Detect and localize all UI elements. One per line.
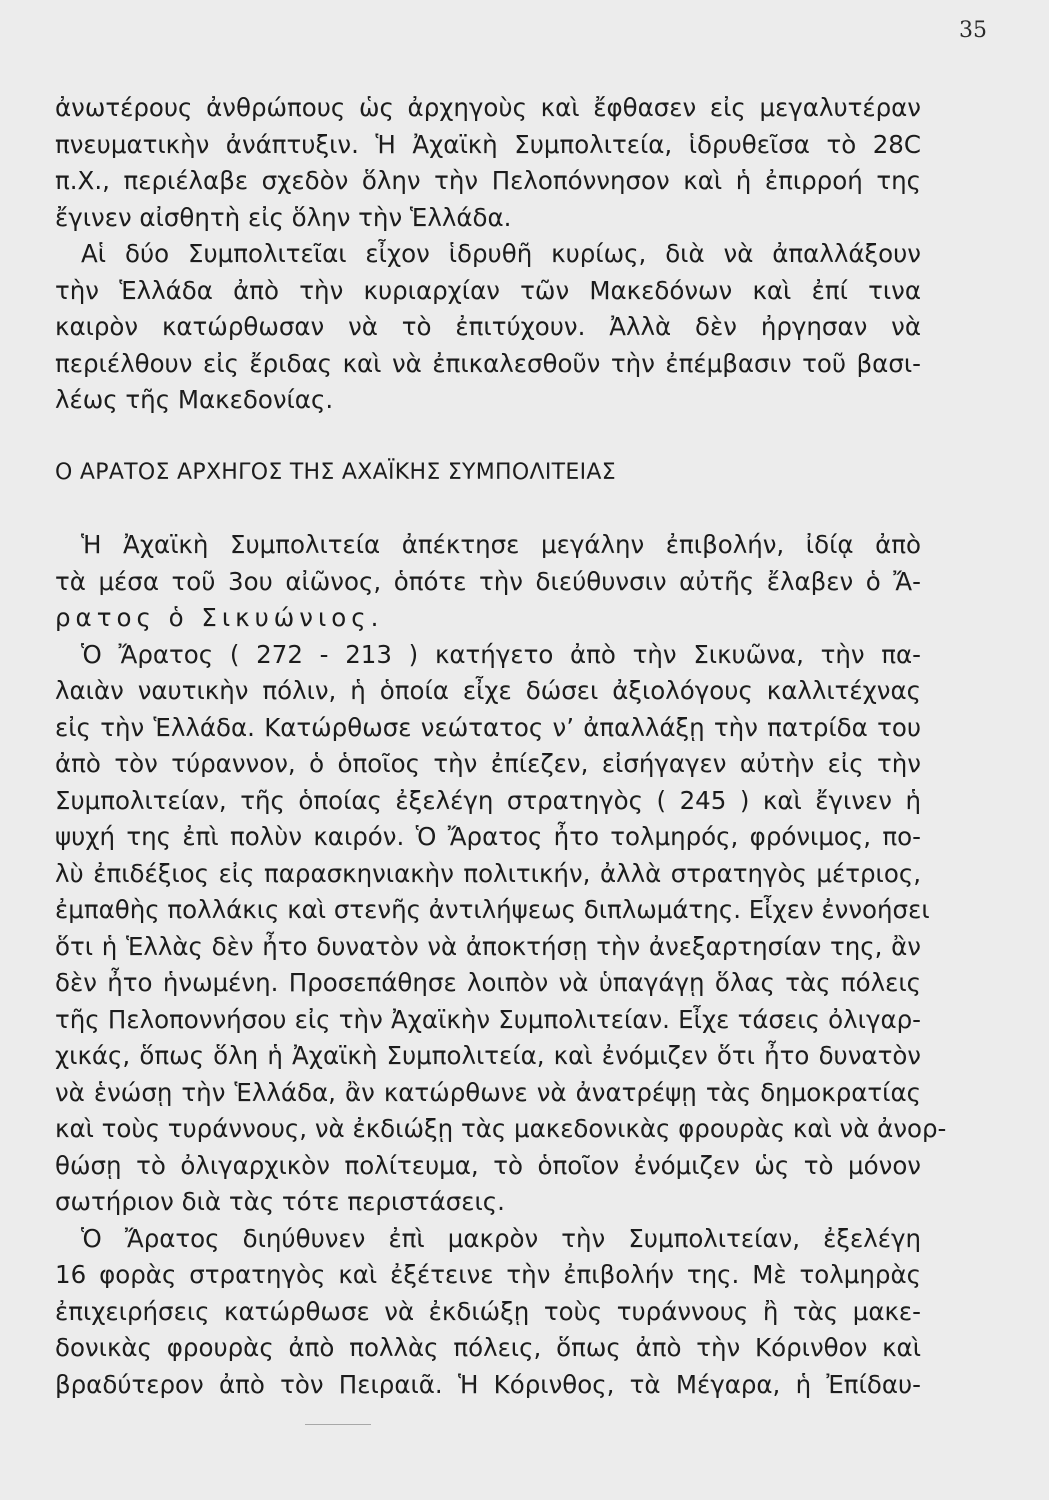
text-line: δονικὰς φρουρὰς ἀπὸ πολλὰς πόλεις, ὅπως ἀπὸ τὴν Κόρινθον καὶ xyxy=(55,1333,921,1362)
page-number: 35 xyxy=(959,18,987,43)
text-line: θώσῃ τὸ ὀλιγαρχικὸν πολίτευμα, τὸ ὁποῖον ἐνόμιζεν ὡς τὸ μόνον xyxy=(55,1150,921,1180)
text-line: Ὁ Ἄρατος διηύθυνεν ἐπὶ μακρὸν τὴν Συμπολιτείαν, ἐξελέγη xyxy=(81,1223,921,1253)
text-line: λὺ ἐπιδέξιος εἰς παρασκηνιακὴν πολιτικήν, ἀλλὰ στρατηγὸς μέτριος, xyxy=(55,858,921,888)
text-line: εἰς τὴν Ἑλλάδα. Κατώρθωσε νεώτατος ν’ ἀπαλλάξῃ τὴν πατρίδα του xyxy=(55,712,921,742)
text-line: Συμπολιτείαν, τῆς ὁποίας ἐξελέγη στρατηγὸς ( 245 ) καὶ ἔγινεν ἡ xyxy=(55,785,921,815)
text-line: σωτήριον διὰ τὰς τότε περιστάσεις. xyxy=(55,1187,505,1216)
text-line: χικάς, ὅπως ὅλη ἡ Ἀχαϊκὴ Συμπολιτεία, καὶ ἐνόμιζεν ὅτι ἦτο δυνατὸν xyxy=(55,1041,921,1070)
text-line: βραδύτερον ἀπὸ τὸν Πειραιᾶ. Ἡ Κόρινθος, τὰ Μέγαρα, ἡ Ἐπίδαυ- xyxy=(55,1369,921,1399)
footer-rule xyxy=(305,1424,371,1425)
text-line: ἀνωτέρους ἀνθρώπους ὡς ἀρχηγοὺς καὶ ἔφθασεν εἰς μεγαλυτέραν xyxy=(55,93,921,122)
text-line: Αἱ δύο Συμπολιτεῖαι εἶχον ἱδρυθῆ κυρίως, διὰ νὰ ἀπαλλάξουν xyxy=(81,239,921,268)
text-line: ρατος ὁ Σικυώνιος. xyxy=(55,603,384,632)
text-line: ψυχή της ἐπὶ πολὺν καιρόν. Ὁ Ἄρατος ἦτο τολμηρός, φρόνιμος, πο- xyxy=(55,822,921,851)
text-line: δὲν ἦτο ἡνωμένη. Προσεπάθησε λοιπὸν νὰ ὑπαγάγῃ ὅλας τὰς πόλεις xyxy=(55,968,921,997)
text-line: ἐπιχειρήσεις κατώρθωσε νὰ ἐκδιώξῃ τοὺς τυράννους ἢ τὰς μακε- xyxy=(55,1296,921,1326)
section-heading: Ο ΑΡΑΤΟΣ ΑΡΧΗΓΟΣ ΤΗΣ ΑΧΑΪΚΗΣ ΣΥΜΠΟΛΙΤΕΙΑΣ xyxy=(55,459,616,485)
text-line: ὅτι ἡ Ἑλλὰς δὲν ἦτο δυνατὸν νὰ ἀποκτήσῃ τὴν ἀνεξαρτησίαν της, ἂν xyxy=(55,931,921,961)
text-line: 16 φορὰς στρατηγὸς καὶ ἐξέτεινε τὴν ἐπιβολήν της. Μὲ τολμηρὰς xyxy=(55,1260,921,1289)
text-line: ἔγινεν αἰσθητὴ εἰς ὅλην τὴν Ἑλλάδα. xyxy=(55,202,512,232)
text-line: καὶ τοὺς τυράννους, νὰ ἐκδιώξῃ τὰς μακεδονικὰς φρουρὰς καὶ νὰ ἀνορ- xyxy=(55,1114,947,1143)
text-line: τὴν Ἑλλάδα ἀπὸ τὴν κυριαρχίαν τῶν Μακεδόνων καὶ ἐπί τινα xyxy=(55,275,921,305)
text-line: πνευματικὴν ἀνάπτυξιν. Ἡ Ἀχαϊκὴ Συμπολιτεία, ἱδρυθεῖσα τὸ 28C xyxy=(55,129,921,159)
text-line: περιέλθουν εἰς ἔριδας καὶ νὰ ἐπικαλεσθοῦν τὴν ἐπέμβασιν τοῦ βασι- xyxy=(55,348,921,378)
body-text xyxy=(55,90,947,1403)
text-line: τὰ μέσα τοῦ 3ου αἰῶνος, ὁπότε τὴν διεύθυνσιν αὐτῆς ἔλαβεν ὁ Ἄ- xyxy=(55,566,921,596)
text-line: Ἡ Ἀχαϊκὴ Συμπολιτεία ἀπέκτησε μεγάλην ἐπιβολήν, ἰδίᾳ ἀπὸ xyxy=(81,530,921,559)
text-line: π.Χ., περιέλαβε σχεδὸν ὅλην τὴν Πελοπόννησον καὶ ἡ ἐπιρροή της xyxy=(55,166,921,195)
text-line: Ὁ Ἄρατος ( 272 - 213 ) κατήγετο ἀπὸ τὴν Σικυῶνα, τὴν πα- xyxy=(81,639,921,669)
text-line: καιρὸν κατώρθωσαν νὰ τὸ ἐπιτύχουν. Ἀλλὰ δὲν ἠργησαν νὰ xyxy=(55,312,921,341)
text-line: νὰ ἑνώσῃ τὴν Ἑλλάδα, ἂν κατώρθωνε νὰ ἀνατρέψῃ τὰς δημοκρατίας xyxy=(55,1077,921,1107)
text-line: τῆς Πελοποννήσου εἰς τὴν Ἀχαϊκὴν Συμπολιτείαν. Εἶχε τάσεις ὀλιγαρ- xyxy=(55,1004,921,1034)
text-line: ἀπὸ τὸν τύραννον, ὁ ὁποῖος τὴν ἐπίεζεν, εἰσήγαγεν αὐτὴν εἰς τὴν xyxy=(55,749,921,778)
text-line: λέως τῆς Μακεδονίας. xyxy=(55,385,334,414)
text-line: ἐμπαθὴς πολλάκις καὶ στενῆς ἀντιλήψεως διπλωμάτης. Εἶχεν ἐννοήσει xyxy=(55,895,930,924)
text-line: λαιὰν ναυτικὴν πόλιν, ἡ ὁποία εἶχε δώσει ἀξιολόγους καλλιτέχνας xyxy=(55,676,921,705)
